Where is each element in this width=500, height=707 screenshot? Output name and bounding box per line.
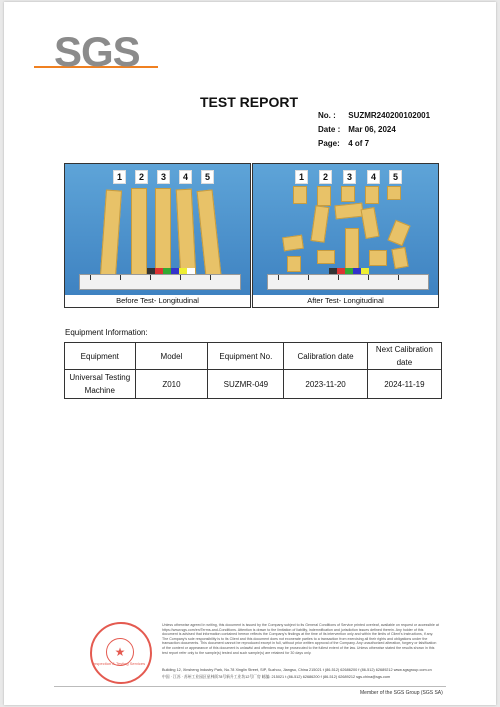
sample-tag-4: 4 xyxy=(179,170,192,184)
specimen-fragment xyxy=(282,235,304,252)
table-header-row xyxy=(65,343,442,370)
ruler-tick xyxy=(308,275,309,280)
equipment-section-title: Equipment Information: xyxy=(65,328,148,337)
footer-divider xyxy=(54,686,446,687)
table-cell: Universal Testing Machine xyxy=(65,370,136,399)
address-chinese: 中国 · 江苏 · 苏州工业园区星林街78号新升工业坊12号厂房 邮编: 215021 t (86-512) 62686200 f (86-512) 62689212 sgs.china@sgs.com xyxy=(162,675,391,679)
specimen-fragment xyxy=(334,203,363,220)
specimen-fragment xyxy=(345,228,359,270)
specimen-fragment xyxy=(365,186,379,204)
column-header: Equipment No. xyxy=(208,343,284,370)
company-seal xyxy=(90,622,152,684)
ruler-tick xyxy=(120,275,121,280)
before-test-caption: Before Test- Longitudinal xyxy=(64,295,251,308)
specimen-fragment xyxy=(317,250,335,264)
specimen-strip xyxy=(131,188,147,276)
sgs-logo xyxy=(34,30,158,74)
ruler-tick xyxy=(210,275,211,280)
before-test-photo xyxy=(64,163,251,297)
column-header: Next Calibration date xyxy=(367,343,441,370)
ruler-tick xyxy=(398,275,399,280)
table-cell: SUZMR-049 xyxy=(208,370,284,399)
report-page-number xyxy=(318,139,369,148)
report-number-label: No. : xyxy=(318,111,336,120)
report-date-label: Date : xyxy=(318,125,341,134)
specimen-fragment xyxy=(317,186,331,206)
ruler-tick xyxy=(90,275,91,280)
specimen-fragment xyxy=(311,205,330,243)
specimen-fragment xyxy=(387,186,401,200)
sample-tag-1: 1 xyxy=(295,170,308,184)
legal-disclaimer xyxy=(162,623,440,655)
table-row xyxy=(65,370,442,399)
ruler xyxy=(267,274,429,290)
after-test-caption: After Test- Longitudinal xyxy=(252,295,439,308)
seal-caption: Inspection & Testing Services xyxy=(92,661,146,666)
specimen-fragment xyxy=(341,186,355,202)
sample-tag-1: 1 xyxy=(113,170,126,184)
specimen-strip xyxy=(176,189,197,277)
sample-tag-2: 2 xyxy=(319,170,332,184)
report-title: TEST REPORT xyxy=(200,94,299,110)
page-label: Page: xyxy=(318,139,340,148)
table-cell: 2024-11-19 xyxy=(367,370,441,399)
table-cell: Z010 xyxy=(135,370,208,399)
page-value: 4 of 7 xyxy=(348,139,370,148)
sample-tag-5: 5 xyxy=(389,170,402,184)
specimen-strip xyxy=(155,188,171,276)
ruler-tick xyxy=(278,275,279,280)
equipment-table xyxy=(64,342,442,399)
sample-tag-4: 4 xyxy=(367,170,380,184)
column-header: Model xyxy=(135,343,208,370)
member-statement: Member of the SGS Group (SGS SA) xyxy=(360,690,443,696)
disclaimer-text: Unless otherwise agreed in writing, this document is issued by the Company subject to its General Conditions of Service printed overleaf, available on request or accessible at https://www.sgs.com/en/Terms-and-Conditions. Attention is drawn to the limitation of liability, indemnification and jurisdiction issues defined therein. Any holder of this document is advised that information contained hereon reflects the Company's findings at the time of its intervention only and within the limits of Client's instructions, if any. The Company's sole responsibility is to its Client and this document does not exonerate parties to a transaction from exercising all their rights and obligations under the transaction documents. This document cannot be reproduced except in full, without prior written approval of the Company. Any unauthorized alteration, forgery or falsification of the content or appearance of this document is unlawful and offenders may be prosecuted to the fullest extent of the law. Unless otherwise stated the results shown in this test report refer only to the sample(s) tested and such sample(s) are retained for 30 days only. xyxy=(162,623,439,655)
sample-tag-3: 3 xyxy=(343,170,356,184)
specimen-fragment xyxy=(293,186,307,204)
report-number xyxy=(318,111,430,120)
ruler-tick xyxy=(338,275,339,280)
ruler xyxy=(79,274,241,290)
specimen-fragment xyxy=(391,247,408,269)
report-number-value: SUZMR240200102001 xyxy=(348,111,431,120)
ruler-tick xyxy=(368,275,369,280)
report-date-value: Mar 06, 2024 xyxy=(348,125,396,134)
column-header: Equipment xyxy=(65,343,136,370)
column-header: Calibration date xyxy=(284,343,367,370)
specimen-strip xyxy=(100,190,122,277)
specimen-fragment xyxy=(387,220,410,246)
specimen-fragment xyxy=(369,250,387,266)
table-cell: 2023-11-20 xyxy=(284,370,367,399)
report-date xyxy=(318,125,396,134)
ruler-tick xyxy=(180,275,181,280)
sample-tag-2: 2 xyxy=(135,170,148,184)
sample-tag-3: 3 xyxy=(157,170,170,184)
address-english: Building 12, Xinsheng Industry Park, No.78 Xinglin Street, SIP, Suzhou, Jiangsu, China 215021 t (86-512) 62686200 f (86-512) 62689212 www.sgsgroup.com.cn xyxy=(162,668,432,672)
sample-tag-5: 5 xyxy=(201,170,214,184)
specimen-fragment xyxy=(361,207,380,239)
report-page xyxy=(4,2,496,705)
after-test-photo xyxy=(252,163,439,297)
ruler-tick xyxy=(150,275,151,280)
specimen-fragment xyxy=(287,256,301,272)
logo-text: SGS xyxy=(54,28,140,75)
specimen-strip xyxy=(197,189,222,276)
star-icon: ★ xyxy=(114,645,126,659)
